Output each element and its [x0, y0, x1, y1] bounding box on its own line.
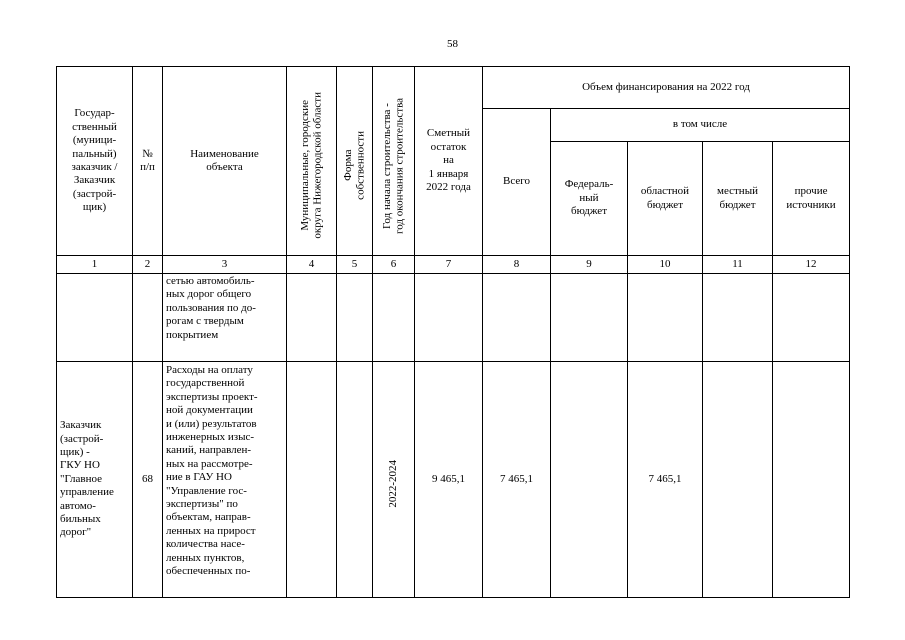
column-number: 3 [163, 256, 287, 274]
table-row-continuation [57, 274, 850, 362]
header-num: № п/п [133, 67, 163, 256]
header-estimated-balance: Сметный остаток на 1 января 2022 года [415, 67, 483, 256]
cell-num [133, 274, 163, 362]
cell-other [773, 274, 850, 362]
cell-municipality [287, 274, 337, 362]
header-federal: Федераль- ный бюджет [551, 142, 628, 256]
cell-other [773, 362, 850, 598]
header-other: прочие источники [773, 142, 850, 256]
cell-object-name: Расходы на оплату государственной экспертизы проект- ной документации и (или) результатов инженерных изыс- каний, направлен- ных на рассмотре- ние в ГАУ НО "Управление гос- экспертизы" по объектам, направ- ленных на прирост количества насе- ленных пунктов, обеспеченных по- [163, 362, 287, 598]
header-funding-group: Объем финансирования на 2022 год [483, 67, 850, 109]
column-number: 11 [703, 256, 773, 274]
column-number: 8 [483, 256, 551, 274]
column-number: 5 [337, 256, 373, 274]
financing-table [56, 66, 850, 598]
cell-local [703, 274, 773, 362]
cell-customer: Заказчик (застрой- щик) - ГКУ НО "Главное управление автомо- бильных дорог" [57, 362, 133, 598]
header-total: Всего [483, 109, 551, 256]
column-number: 9 [551, 256, 628, 274]
cell-federal [551, 274, 628, 362]
cell-federal [551, 362, 628, 598]
cell-ownership [337, 274, 373, 362]
cell-ownership [337, 362, 373, 598]
column-number: 10 [628, 256, 703, 274]
header-including: в том числе [551, 109, 850, 142]
header-local: местный бюджет [703, 142, 773, 256]
cell-regional [628, 274, 703, 362]
cell-total [483, 274, 551, 362]
construction-years-value: 2022-2024 [387, 460, 400, 508]
cell-construction-years-value [373, 362, 415, 598]
header-regional: областной бюджет [628, 142, 703, 256]
cell-total: 7 465,1 [483, 362, 551, 598]
cell-num: 68 [133, 362, 163, 598]
column-number: 1 [57, 256, 133, 274]
cell-municipality [287, 362, 337, 598]
cell-customer [57, 274, 133, 362]
page-number: 58 [447, 38, 458, 50]
column-number: 7 [415, 256, 483, 274]
column-number: 6 [373, 256, 415, 274]
header-customer: Государ- ственный (муници- пальный) заказчик / Заказчик (застрой- щик) [57, 67, 133, 256]
header-object-name: Наименование объекта [163, 67, 287, 256]
header-construction-years: Год начала строительства - год окончания строительства [380, 97, 406, 234]
column-number: 4 [287, 256, 337, 274]
header-ownership: Форма собственности [341, 131, 367, 200]
header-row-1 [57, 67, 850, 109]
cell-construction-years [373, 274, 415, 362]
header-municipality: Муниципальные, городские округа Нижегородской области [298, 92, 324, 239]
table-row-68 [57, 362, 850, 598]
cell-local [703, 362, 773, 598]
cell-object-name: сетью автомобиль- ных дорог общего пользования по до- рогам с твердым покрытием [163, 274, 287, 362]
column-numbers-row [57, 256, 850, 274]
cell-estimated-balance [415, 274, 483, 362]
column-number: 2 [133, 256, 163, 274]
header-construction-years-cell [373, 67, 415, 256]
cell-estimated-balance: 9 465,1 [415, 362, 483, 598]
cell-regional: 7 465,1 [628, 362, 703, 598]
header-municipality-cell [287, 67, 337, 256]
column-number: 12 [773, 256, 850, 274]
header-ownership-cell [337, 67, 373, 256]
